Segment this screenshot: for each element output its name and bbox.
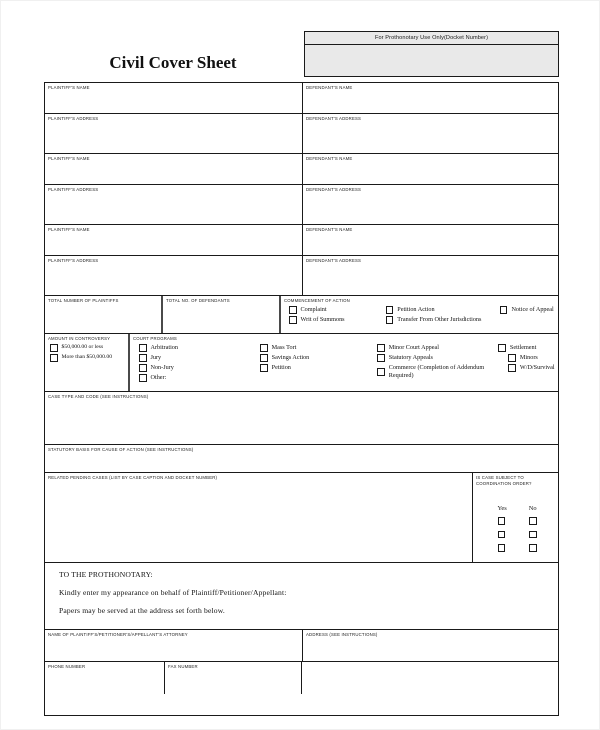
field-label: FAX NUMBER bbox=[168, 664, 198, 669]
docket-number-field[interactable] bbox=[305, 45, 558, 76]
phone-number-cell[interactable] bbox=[45, 662, 165, 694]
court-programs-cell bbox=[130, 334, 558, 391]
checkbox-icon[interactable] bbox=[498, 344, 506, 352]
field-label: PHONE NUMBER bbox=[48, 664, 86, 669]
checkbox-icon-no-3[interactable] bbox=[529, 544, 537, 552]
checkbox-icon-no-1[interactable] bbox=[529, 517, 537, 525]
checkbox-more-than-50000[interactable] bbox=[50, 354, 128, 362]
coordination-order-cell bbox=[473, 473, 558, 562]
plaintiff-name-cell-3[interactable] bbox=[45, 225, 303, 255]
checkbox-icon[interactable] bbox=[139, 354, 147, 362]
checkbox-label: Statutory Appeals bbox=[388, 354, 433, 361]
table-row bbox=[45, 334, 558, 392]
table-row bbox=[45, 154, 558, 185]
checkbox-icon[interactable] bbox=[50, 354, 58, 362]
defendant-name-cell-1[interactable] bbox=[303, 83, 558, 113]
checkbox-icon[interactable] bbox=[386, 306, 394, 314]
checkbox-label: Savings Action bbox=[271, 354, 310, 361]
field-label: PLAINTIFF'S NAME bbox=[48, 85, 90, 90]
attorney-name-cell[interactable] bbox=[45, 630, 303, 661]
checkbox-icon[interactable] bbox=[139, 374, 147, 382]
checkbox-writ-of-summons[interactable] bbox=[289, 316, 386, 324]
checkbox-icon-yes-1[interactable] bbox=[498, 517, 506, 525]
checkbox-icon[interactable] bbox=[260, 364, 268, 372]
checkbox-50000-or-less[interactable] bbox=[50, 344, 128, 352]
checkbox-icon[interactable] bbox=[377, 354, 385, 362]
plaintiff-address-cell-3[interactable] bbox=[45, 256, 303, 295]
field-label: DEFENDANT'S ADDRESS bbox=[306, 187, 362, 192]
coordination-row-1 bbox=[498, 517, 537, 525]
commencement-of-action-cell bbox=[281, 296, 558, 333]
checkbox-label: More than $50,000.00 bbox=[61, 354, 113, 360]
checkbox-label: Commerce (Completion of Addendum Required) bbox=[388, 364, 485, 379]
amount-in-controversy-cell bbox=[45, 334, 130, 391]
prothonotary-line-1: Kindly enter my appearance on behalf of Plaintiff/Petitioner/Appellant: bbox=[59, 588, 287, 597]
checkbox-icon[interactable] bbox=[289, 316, 297, 324]
plaintiff-name-cell-2[interactable] bbox=[45, 154, 303, 184]
checkbox-icon[interactable] bbox=[50, 344, 58, 352]
checkbox-savings-action[interactable] bbox=[260, 354, 377, 362]
no-label: No bbox=[528, 505, 537, 512]
coordination-yes-no-header bbox=[476, 505, 558, 512]
prothonotary-use-only-box bbox=[304, 31, 559, 77]
checkbox-complaint[interactable] bbox=[289, 306, 386, 314]
checkbox-label: Transfer From Other Jurisdictions bbox=[397, 316, 482, 323]
case-type-and-code-cell[interactable] bbox=[45, 392, 558, 444]
checkbox-label: Petition Action bbox=[397, 306, 435, 313]
checkbox-label: Notice of Appeal bbox=[511, 306, 554, 313]
field-label: DEFENDANT'S NAME bbox=[306, 156, 353, 161]
checkbox-minors[interactable] bbox=[508, 354, 558, 362]
checkbox-label: Complaint bbox=[300, 306, 327, 313]
checkbox-icon[interactable] bbox=[386, 316, 394, 324]
table-row bbox=[45, 392, 558, 445]
checkbox-icon[interactable] bbox=[139, 344, 147, 352]
commencement-options bbox=[284, 304, 558, 326]
plaintiff-name-cell-1[interactable] bbox=[45, 83, 303, 113]
field-label: PLAINTIFF'S ADDRESS bbox=[48, 116, 99, 121]
checkbox-label: Minor Court Appeal bbox=[388, 344, 439, 351]
statutory-basis-cell[interactable] bbox=[45, 445, 558, 472]
field-label: RELATED PENDING CASES (LIST BY CASE CAPTION AND DOCKET NUMBER) bbox=[48, 475, 218, 480]
checkbox-transfer-from-other-jurisdictions[interactable] bbox=[386, 316, 500, 324]
checkbox-label: Petition bbox=[271, 364, 291, 371]
checkbox-non-jury[interactable] bbox=[139, 364, 260, 372]
table-row bbox=[45, 225, 558, 256]
form-frame bbox=[44, 82, 559, 716]
defendant-name-cell-3[interactable] bbox=[303, 225, 558, 255]
table-row bbox=[45, 256, 558, 296]
defendant-address-cell-2[interactable] bbox=[303, 185, 558, 224]
field-label: TOTAL NO. OF DEFENDANTS bbox=[166, 298, 230, 303]
checkbox-icon[interactable] bbox=[508, 354, 516, 362]
field-label: PLAINTIFF'S ADDRESS bbox=[48, 258, 99, 263]
coordination-checkbox-grid bbox=[476, 517, 558, 552]
field-label: DEFENDANT'S NAME bbox=[306, 227, 353, 232]
checkbox-label: $50,000.00 or less bbox=[61, 344, 104, 350]
field-label: DEFENDANT'S ADDRESS bbox=[306, 116, 362, 121]
checkbox-label: Writ of Summons bbox=[300, 316, 345, 323]
checkbox-statutory-appeals[interactable] bbox=[377, 354, 498, 362]
checkbox-commerce[interactable] bbox=[377, 364, 498, 380]
checkbox-arbitration[interactable] bbox=[139, 344, 260, 352]
table-row bbox=[45, 114, 558, 154]
field-label: IS CASE SUBJECT TO COORDINATION ORDER? bbox=[476, 475, 532, 486]
table-row bbox=[45, 473, 558, 563]
checkbox-icon[interactable] bbox=[289, 306, 297, 314]
table-row bbox=[45, 662, 558, 694]
prothonotary-note bbox=[45, 563, 558, 629]
related-pending-cases-cell[interactable] bbox=[45, 473, 473, 562]
yes-label: Yes bbox=[497, 505, 507, 512]
field-label: PLAINTIFF'S ADDRESS bbox=[48, 187, 99, 192]
field-label: COMMENCEMENT OF ACTION bbox=[284, 298, 350, 303]
table-row bbox=[45, 185, 558, 225]
field-label: AMOUNT IN CONTROVERSY bbox=[48, 336, 111, 341]
checkbox-label: Non-Jury bbox=[150, 364, 174, 371]
checkbox-label: Jury bbox=[150, 354, 162, 361]
total-defendants-cell[interactable] bbox=[163, 296, 281, 333]
prothonotary-line-2: Papers may be served at the address set forth below. bbox=[59, 606, 225, 615]
checkbox-icon[interactable] bbox=[260, 354, 268, 362]
amount-options bbox=[48, 342, 128, 362]
checkbox-petition[interactable] bbox=[260, 364, 377, 372]
table-row bbox=[45, 445, 558, 473]
attorney-address-cell[interactable] bbox=[303, 630, 558, 661]
checkbox-settlement[interactable] bbox=[498, 344, 558, 352]
fax-number-cell[interactable] bbox=[165, 662, 302, 694]
table-row bbox=[45, 83, 558, 114]
checkbox-label: Minors bbox=[519, 354, 538, 361]
checkbox-icon[interactable] bbox=[500, 306, 508, 314]
table-row bbox=[45, 296, 558, 334]
checkbox-jury[interactable] bbox=[139, 354, 260, 362]
checkbox-label: Mass Tort bbox=[271, 344, 297, 351]
prothonotary-heading: TO THE PROTHONOTARY: bbox=[59, 570, 153, 579]
court-programs-options bbox=[133, 342, 558, 384]
prothonotary-header-label: For Prothonotary Use Only(Docket Number) bbox=[305, 32, 558, 45]
checkbox-wd-survival[interactable] bbox=[508, 364, 558, 372]
checkbox-icon[interactable] bbox=[377, 344, 385, 352]
checkbox-other[interactable] bbox=[139, 374, 260, 382]
defendant-address-cell-1[interactable] bbox=[303, 114, 558, 153]
field-label: PLAINTIFF'S NAME bbox=[48, 227, 90, 232]
field-label: STATUTORY BASIS FOR CAUSE OF ACTION (SEE INSTRUCTIONS) bbox=[48, 447, 194, 452]
contact-blank-cell bbox=[302, 662, 557, 694]
checkbox-mass-tort[interactable] bbox=[260, 344, 377, 352]
checkbox-icon-no-2[interactable] bbox=[529, 531, 537, 539]
page-title: Civil Cover Sheet bbox=[109, 53, 237, 72]
table-row bbox=[45, 630, 558, 662]
checkbox-petition-action[interactable] bbox=[386, 306, 500, 314]
field-label: ADDRESS (SEE INSTRUCTIONS) bbox=[306, 632, 378, 637]
field-label: DEFENDANT'S NAME bbox=[306, 85, 353, 90]
checkbox-icon-yes-2[interactable] bbox=[498, 531, 506, 539]
field-label: COURT PROGRAMS bbox=[133, 336, 177, 341]
field-label: NAME OF PLAINTIFF'S/PETITIONER'S/APPELLANT'S ATTORNEY bbox=[48, 632, 188, 637]
checkbox-icon[interactable] bbox=[508, 364, 516, 372]
checkbox-label: Settlement bbox=[509, 344, 537, 351]
checkbox-icon[interactable] bbox=[139, 364, 147, 372]
checkbox-icon[interactable] bbox=[260, 344, 268, 352]
field-label: CASE TYPE AND CODE (SEE INSTRUCTIONS) bbox=[48, 394, 149, 399]
checkbox-minor-court-appeal[interactable] bbox=[377, 344, 498, 352]
checkbox-notice-of-appeal[interactable] bbox=[500, 306, 558, 314]
checkbox-icon-yes-3[interactable] bbox=[498, 544, 506, 552]
checkbox-label: W/D/Survival bbox=[519, 364, 555, 371]
defendant-address-cell-3[interactable] bbox=[303, 256, 558, 295]
coordination-row-2 bbox=[498, 531, 537, 539]
plaintiff-address-cell-2[interactable] bbox=[45, 185, 303, 224]
plaintiff-address-cell-1[interactable] bbox=[45, 114, 303, 153]
defendant-name-cell-2[interactable] bbox=[303, 154, 558, 184]
field-label: DEFENDANT'S ADDRESS bbox=[306, 258, 362, 263]
coordination-row-3 bbox=[498, 544, 537, 552]
checkbox-label: Other: bbox=[150, 374, 167, 381]
prothonotary-note-row bbox=[45, 563, 558, 630]
checkbox-label: Arbitration bbox=[150, 344, 178, 351]
field-label: TOTAL NUMBER OF PLAINTIFFS bbox=[48, 298, 119, 303]
checkbox-icon[interactable] bbox=[377, 368, 385, 376]
total-plaintiffs-cell[interactable] bbox=[45, 296, 163, 333]
field-label: PLAINTIFF'S NAME bbox=[48, 156, 90, 161]
